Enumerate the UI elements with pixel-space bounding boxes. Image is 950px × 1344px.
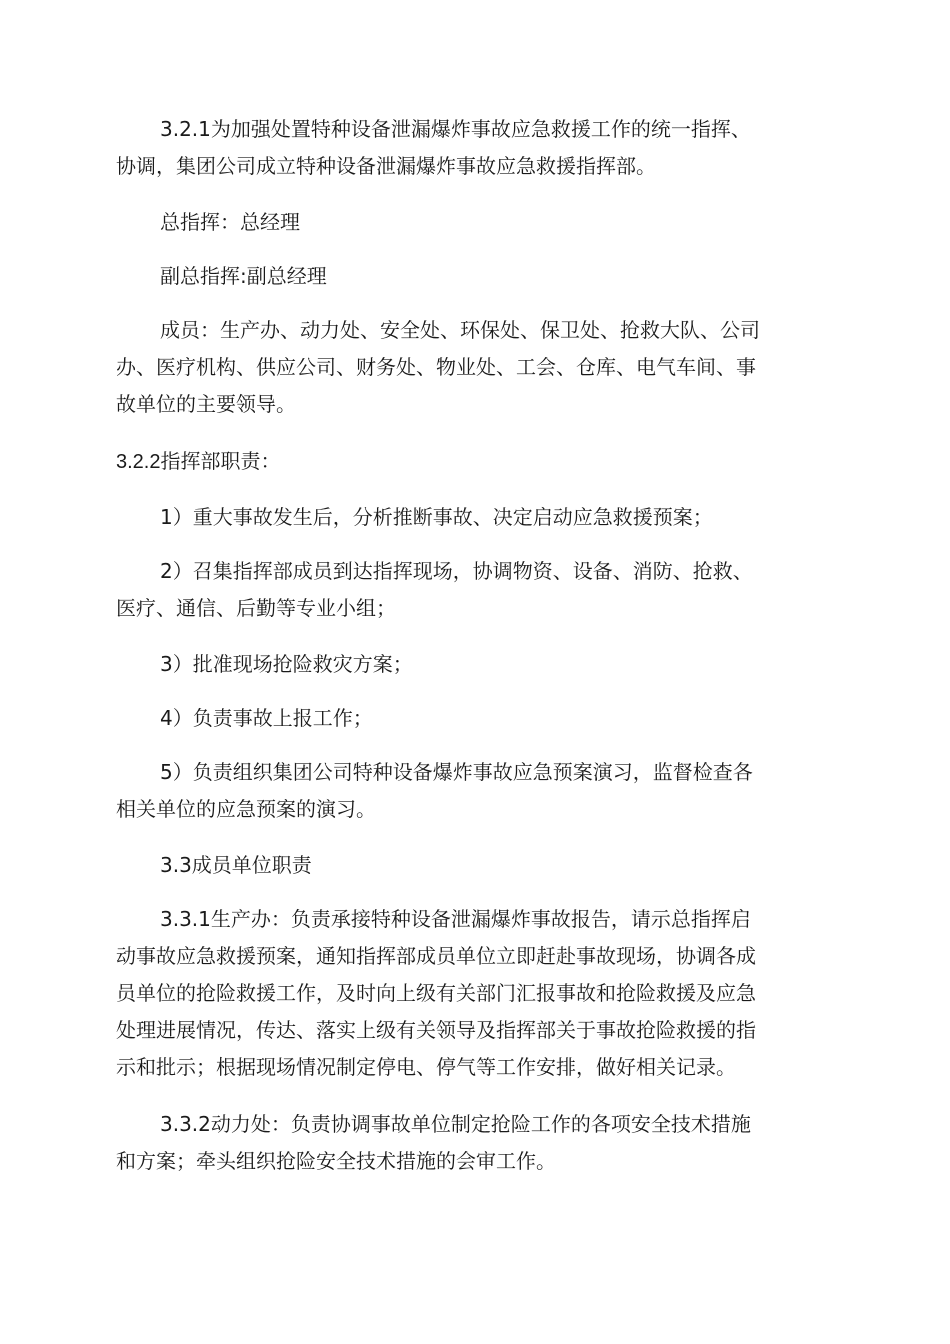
text-line: 示和批示；根据现场情况制定停电、停气等工作安排，做好相关记录。 [116, 1055, 736, 1079]
text-line: 员单位的抢险救援工作，及时向上级有关部门汇报事故和抢险救援及应急 [116, 981, 756, 1005]
text-line: 处理进展情况，传达、落实上级有关领导及指挥部关于事故抢险救援的指 [116, 1018, 756, 1042]
text-line [116, 443, 836, 480]
text-line: 相关单位的应急预案的演习。 [116, 797, 376, 821]
text-line: 和方案；牵头组织抢险安全技术措施的会审工作。 [116, 1149, 556, 1173]
heading-3-2-2 [116, 443, 836, 480]
duty-item-1 [116, 499, 836, 536]
paragraph-3-2-1 [116, 111, 836, 185]
text-line: 协调，集团公司成立特种设备泄漏爆炸事故应急救援指挥部。 [116, 154, 656, 178]
text-line: 动事故应急救援预案，通知指挥部成员单位立即赶赴事故现场，协调各成 [116, 944, 756, 968]
paragraph-commander [116, 204, 836, 241]
text-line: 成员：生产办、动力处、安全处、环保处、保卫处、抢救大队、公司 [160, 318, 760, 342]
section-title: 指挥部职责： [160, 449, 281, 473]
text-line: 3）批准现场抢险救灾方案； [160, 652, 413, 676]
text-line: 3.3成员单位职责 [160, 853, 312, 877]
text-line: 4）负责事故上报工作； [160, 706, 373, 730]
duty-item-5 [116, 754, 836, 828]
text-line: 3.2.1为加强处置特种设备泄漏爆炸事故应急救援工作的统一指挥、 [160, 117, 751, 141]
text-line: 总指挥：总经理 [160, 210, 300, 234]
text-line: 3.3.2动力处：负责协调事故单位制定抢险工作的各项安全技术措施 [160, 1112, 751, 1136]
paragraph-deputy-commander [116, 258, 836, 295]
text-line: 5）负责组织集团公司特种设备爆炸事故应急预案演习，监督检查各 [160, 760, 753, 784]
duty-item-2 [116, 553, 836, 627]
paragraph-members [116, 312, 836, 423]
heading-3-3 [116, 847, 836, 884]
paragraph-3-3-2 [116, 1106, 836, 1180]
duty-item-3 [116, 646, 836, 683]
text-line: 医疗、通信、后勤等专业小组； [116, 596, 396, 620]
text-line: 1）重大事故发生后，分析推断事故、决定启动应急救援预案； [160, 505, 713, 529]
paragraph-3-3-1 [116, 901, 836, 1086]
text-line: 2）召集指挥部成员到达指挥现场，协调物资、设备、消防、抢救、 [160, 559, 753, 583]
text-line: 副总指挥:副总经理 [160, 264, 327, 288]
duty-item-4 [116, 700, 836, 737]
text-line: 办、医疗机构、供应公司、财务处、物业处、工会、仓库、电气车间、事 [116, 355, 756, 379]
section-number: 3.2.2 [116, 451, 161, 473]
text-line: 3.3.1生产办：负责承接特种设备泄漏爆炸事故报告，请示总指挥启 [160, 907, 751, 931]
text-line: 故单位的主要领导。 [116, 392, 296, 416]
